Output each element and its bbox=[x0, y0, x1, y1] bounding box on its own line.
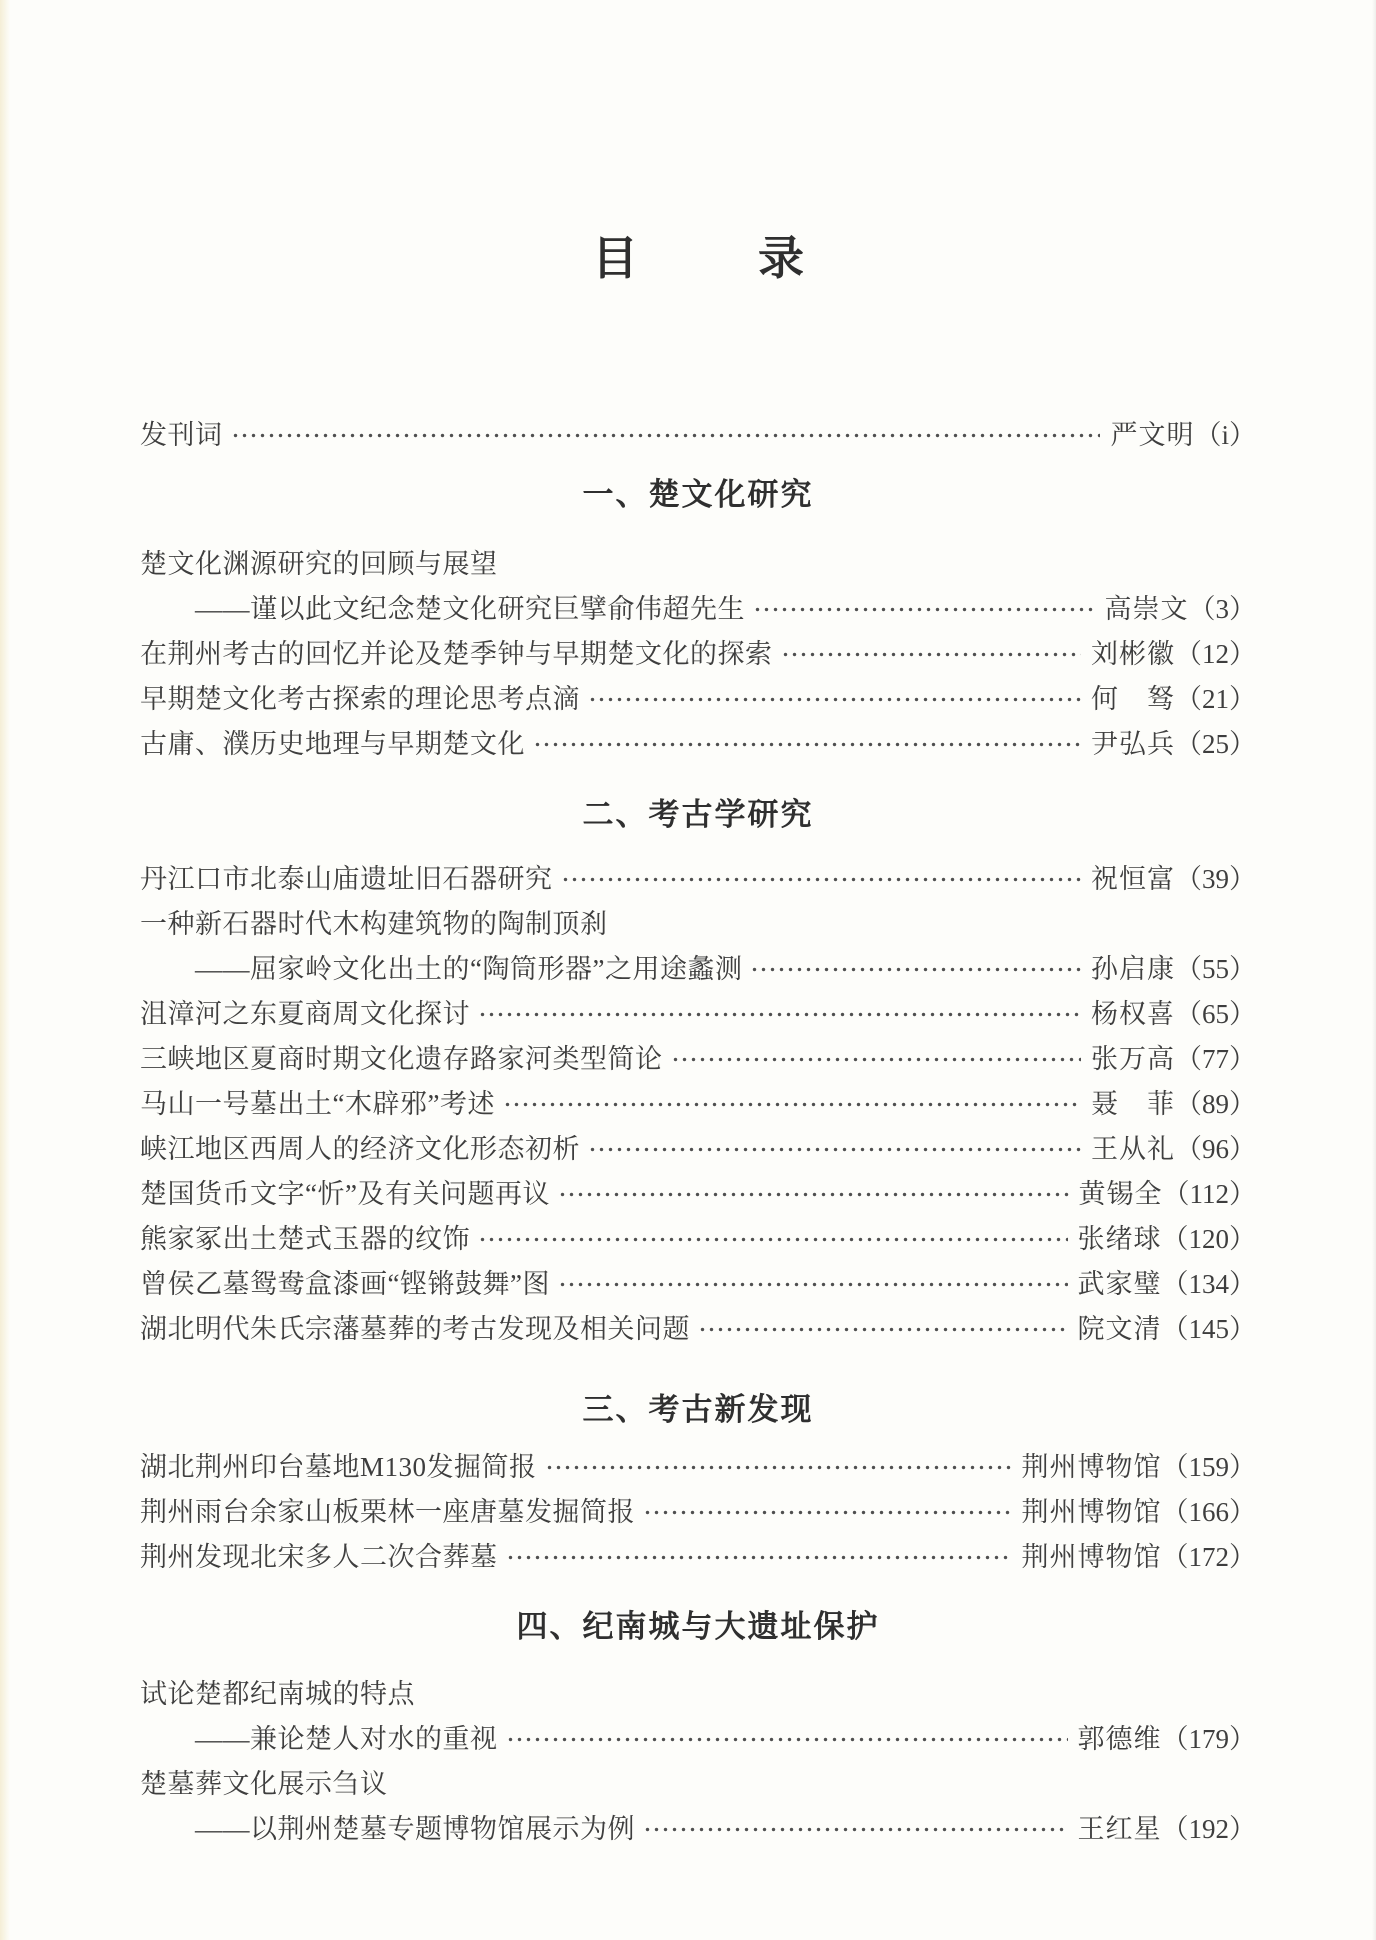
entry-author: 武家璧 bbox=[1077, 1269, 1162, 1299]
section-heading: 一、楚文化研究 bbox=[582, 477, 814, 512]
page-title-char-1: 目 bbox=[592, 233, 638, 284]
entry-title: 楚墓葬文化展示刍议 bbox=[140, 1769, 388, 1799]
entry-author: 王从礼 bbox=[1091, 1134, 1175, 1164]
toc-entry-row bbox=[140, 1535, 1256, 1580]
entry-title: 三峡地区夏商时期文化遗存路家河类型简论 bbox=[140, 1044, 663, 1074]
entry-subtitle: ——兼论楚人对水的重视 bbox=[195, 1724, 498, 1754]
dot-leader bbox=[503, 1082, 1081, 1127]
entry-page-number: （3） bbox=[1188, 594, 1256, 624]
dot-leader bbox=[671, 1037, 1082, 1082]
toc-entry-row bbox=[140, 722, 1256, 767]
section-entries bbox=[140, 1672, 1256, 1852]
entry-title: 一种新石器时代木构建筑物的陶制顶刹 bbox=[140, 909, 608, 939]
toc-entry-row bbox=[140, 1807, 1256, 1852]
toc-entry-row bbox=[140, 857, 1256, 902]
entry-title: 早期楚文化考古探索的理论思考点滴 bbox=[140, 684, 580, 714]
dot-leader bbox=[588, 677, 1081, 722]
entry-page-number: （77） bbox=[1175, 1044, 1256, 1074]
section-heading: 二、考古学研究 bbox=[582, 797, 814, 832]
entry-page-number: （134） bbox=[1161, 1269, 1256, 1299]
dot-leader bbox=[781, 632, 1082, 677]
dot-leader bbox=[753, 587, 1095, 632]
section-entries bbox=[140, 542, 1256, 767]
toc-entry-row bbox=[140, 1717, 1256, 1762]
entry-page-number: （166） bbox=[1161, 1497, 1256, 1527]
dot-leader bbox=[643, 1807, 1068, 1852]
entry-title: 曾侯乙墓鸳鸯盒漆画“铿锵鼓舞”图 bbox=[140, 1269, 550, 1299]
entry-author: 祝恒富 bbox=[1091, 864, 1175, 894]
toc-entry-row bbox=[140, 1762, 1256, 1807]
entry-subtitle: ——以荆州楚墓专题博物馆展示为例 bbox=[195, 1814, 635, 1844]
entry-author: 荆州博物馆 bbox=[1021, 1497, 1162, 1527]
entry-author: 尹弘兵 bbox=[1091, 729, 1175, 759]
section-entries bbox=[140, 857, 1256, 1352]
entry-title: 熊家冢出土楚式玉器的纹饰 bbox=[140, 1224, 470, 1254]
toc-entry-row bbox=[140, 632, 1256, 677]
entry-title: 古庸、濮历史地理与早期楚文化 bbox=[140, 729, 525, 759]
dot-leader bbox=[231, 413, 1101, 458]
toc-section bbox=[140, 1388, 1256, 1580]
entry-author: 郭德维 bbox=[1077, 1724, 1162, 1754]
entry-author: 孙启康 bbox=[1091, 954, 1175, 984]
entry-title: 在荆州考古的回忆并论及楚季钟与早期楚文化的探索 bbox=[140, 639, 773, 669]
entry-author: 荆州博物馆 bbox=[1021, 1452, 1162, 1482]
entry-page-number: （179） bbox=[1161, 1724, 1256, 1754]
entry-author: 何 驽 bbox=[1091, 684, 1175, 714]
entry-title: 沮漳河之东夏商周文化探讨 bbox=[140, 999, 470, 1029]
toc-sections bbox=[140, 473, 1256, 1852]
dot-leader bbox=[643, 1490, 1012, 1535]
section-heading: 三、考古新发现 bbox=[582, 1392, 814, 1427]
entry-title: 丹江口市北泰山庙遗址旧石器研究 bbox=[140, 864, 553, 894]
toc-entry-row bbox=[140, 1262, 1256, 1307]
entry-page-number: （i） bbox=[1194, 420, 1256, 450]
page-scan-right-edge bbox=[1372, 0, 1376, 1940]
toc-entry-row bbox=[140, 1082, 1256, 1127]
entry-page-number: （120） bbox=[1161, 1224, 1256, 1254]
entry-title: 楚国货币文字“忻”及有关问题再议 bbox=[140, 1179, 550, 1209]
entry-author: 刘彬徽 bbox=[1091, 639, 1175, 669]
entry-subtitle: ——屈家岭文化出土的“陶筒形器”之用途蠡测 bbox=[195, 954, 743, 984]
entry-page-number: （192） bbox=[1161, 1814, 1256, 1844]
entry-title: 试论楚都纪南城的特点 bbox=[140, 1679, 415, 1709]
entry-title: 马山一号墓出土“木辟邪”考述 bbox=[140, 1089, 495, 1119]
entry-author: 张绪球 bbox=[1077, 1224, 1162, 1254]
entry-page-number: （89） bbox=[1175, 1089, 1256, 1119]
toc-entry-row bbox=[140, 1445, 1256, 1490]
entry-title: 峡江地区西周人的经济文化形态初析 bbox=[140, 1134, 580, 1164]
dot-leader bbox=[561, 857, 1082, 902]
entry-page-number: （25） bbox=[1175, 729, 1256, 759]
entry-title: 湖北明代朱氏宗藩墓葬的考古发现及相关问题 bbox=[140, 1314, 690, 1344]
toc-entry-row bbox=[140, 1672, 1256, 1717]
toc-entry-row bbox=[140, 542, 1256, 587]
entry-title: 荆州雨台余家山板栗林一座唐墓发掘简报 bbox=[140, 1497, 635, 1527]
entry-author: 荆州博物馆 bbox=[1021, 1542, 1162, 1572]
entry-author: 张万高 bbox=[1091, 1044, 1175, 1074]
toc-entry-row bbox=[140, 1127, 1256, 1172]
entry-author: 聂 菲 bbox=[1091, 1089, 1175, 1119]
dot-leader bbox=[588, 1127, 1081, 1172]
dot-leader bbox=[478, 992, 1081, 1037]
toc-entry-row bbox=[140, 587, 1256, 632]
entry-page-number: （21） bbox=[1175, 684, 1256, 714]
page-title bbox=[140, 225, 1256, 285]
dot-leader bbox=[698, 1307, 1068, 1352]
toc-entry-row bbox=[140, 1217, 1256, 1262]
dot-leader bbox=[506, 1535, 1012, 1580]
section-heading: 四、纪南城与大遗址保护 bbox=[516, 1609, 880, 1644]
entry-subtitle: ——谨以此文纪念楚文化研究巨擘俞伟超先生 bbox=[195, 594, 745, 624]
toc-section bbox=[140, 1605, 1256, 1852]
dot-leader bbox=[750, 947, 1081, 992]
dot-leader bbox=[478, 1217, 1068, 1262]
entry-author: 王红星 bbox=[1077, 1814, 1162, 1844]
entry-page-number: （65） bbox=[1175, 999, 1256, 1029]
toc-entry-row bbox=[140, 1307, 1256, 1352]
dot-leader bbox=[506, 1717, 1068, 1762]
entry-page-number: （112） bbox=[1162, 1179, 1256, 1209]
entry-title: 荆州发现北宋多人二次合葬墓 bbox=[140, 1542, 498, 1572]
dot-leader bbox=[558, 1172, 1069, 1217]
entry-page-number: （159） bbox=[1161, 1452, 1256, 1482]
entry-author: 高崇文 bbox=[1104, 594, 1189, 624]
toc-entry-row bbox=[140, 1172, 1256, 1217]
section-entries bbox=[140, 1445, 1256, 1580]
toc-section bbox=[140, 473, 1256, 767]
entry-page-number: （96） bbox=[1175, 1134, 1256, 1164]
toc-entry-row bbox=[140, 902, 1256, 947]
page-scan-left-edge bbox=[0, 0, 10, 1940]
entry-author: 黄锡全 bbox=[1078, 1179, 1163, 1209]
entry-title: 湖北荆州印台墓地M130发掘简报 bbox=[140, 1452, 537, 1482]
entry-page-number: （172） bbox=[1161, 1542, 1256, 1572]
toc-entry-row bbox=[140, 1037, 1256, 1082]
toc-entry-row bbox=[140, 947, 1256, 992]
entry-page-number: （145） bbox=[1161, 1314, 1256, 1344]
toc-entry-row bbox=[140, 413, 1256, 458]
toc-entry-row bbox=[140, 992, 1256, 1037]
entry-title: 楚文化渊源研究的回顾与展望 bbox=[140, 549, 498, 579]
toc-entry-row bbox=[140, 1490, 1256, 1535]
entry-author: 杨权喜 bbox=[1091, 999, 1175, 1029]
dot-leader bbox=[533, 722, 1081, 767]
entry-page-number: （55） bbox=[1175, 954, 1256, 984]
dot-leader bbox=[545, 1445, 1012, 1490]
dot-leader bbox=[558, 1262, 1068, 1307]
entry-author: 院文清 bbox=[1077, 1314, 1162, 1344]
page-title-char-2: 录 bbox=[758, 233, 804, 284]
toc-section bbox=[140, 793, 1256, 1352]
entry-author: 严文明 bbox=[1110, 420, 1195, 450]
toc-frontmatter bbox=[140, 413, 1256, 458]
entry-page-number: （12） bbox=[1175, 639, 1256, 669]
entry-title: 发刊词 bbox=[140, 420, 223, 450]
toc-content bbox=[140, 0, 1256, 1852]
toc-entry-row bbox=[140, 677, 1256, 722]
entry-page-number: （39） bbox=[1175, 864, 1256, 894]
